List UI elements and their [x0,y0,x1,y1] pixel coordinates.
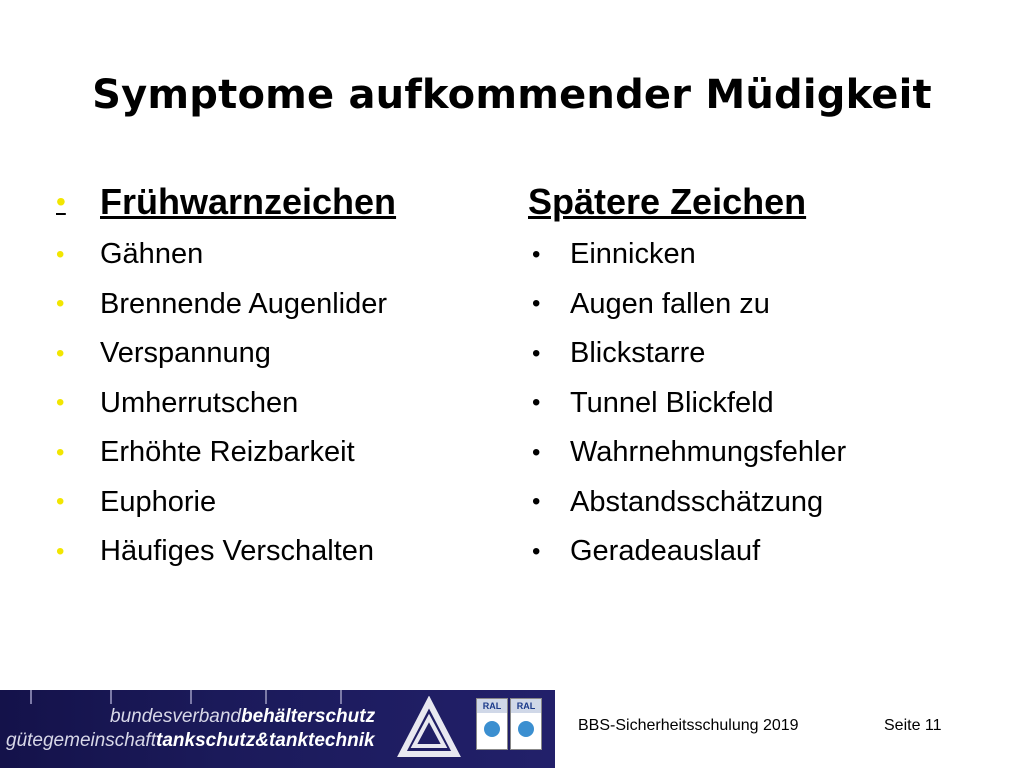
early-signs-list [56,230,396,577]
organization-banner [0,690,555,768]
list-item [528,428,846,478]
bullet-icon: • [532,339,541,367]
bullet-icon: • [532,290,541,318]
list-item [528,230,846,280]
bullet-icon: • [532,389,541,417]
list-item [56,478,396,528]
list-item [56,280,396,330]
bullet-icon: • [56,438,65,466]
list-item [56,329,396,379]
banner-divider [340,690,342,704]
list-item-label: Verspannung [100,337,271,370]
ral-emblem [518,721,534,737]
bullet-icon: • [56,240,65,268]
early-signs-heading [56,178,396,226]
list-item-label: Häufiges Verschalten [100,535,375,568]
bullet-icon: • [532,240,541,268]
page-number: Seite 11 [884,717,942,734]
list-item-label: Geradeauslauf [570,535,761,568]
list-item [528,280,846,330]
banner-line1-bold: behälterschutz [241,706,376,727]
late-signs-column [528,178,846,577]
banner-line2-plain: gütegemeinschaft [6,730,156,751]
bullet-icon: • [56,537,65,565]
bullet-icon: • [56,488,65,516]
bullet-icon: • [56,290,65,318]
ral-label: RAL [477,699,507,713]
banner-line2-bold: tankschutz&tanktechnik [156,730,375,751]
list-item [528,379,846,429]
ral-emblem [484,721,500,737]
list-item [528,329,846,379]
list-item-label: Brennende Augenlider [100,287,388,320]
late-signs-list [528,230,846,577]
list-item [56,230,396,280]
list-item-label: Tunnel Blickfeld [570,386,774,419]
banner-quality-association-name [6,730,375,752]
ral-seal-tanktechnik-icon [510,698,542,750]
slide-footer [0,690,1024,768]
banner-divider [265,690,267,704]
list-item [56,379,396,429]
list-item-label: Erhöhte Reizbarkeit [100,436,355,469]
slide-title: Symptome aufkommender Müdigkeit [92,72,932,118]
list-item [528,478,846,528]
late-signs-heading: Spätere Zeichen [528,181,807,222]
list-item-label: Augen fallen zu [570,287,770,320]
bullet-icon: • [532,438,541,466]
bullet-icon: • [56,186,66,217]
banner-divider [30,690,32,704]
early-signs-heading-label: Frühwarnzeichen [100,181,397,222]
banner-divider [110,690,112,704]
list-item-label: Umherrutschen [100,386,299,419]
event-label: BBS-Sicherheitsschulung 2019 [578,717,799,734]
list-item-label: Wahrnehmungsfehler [570,436,847,469]
bullet-icon: • [532,537,541,565]
list-item-label: Einnicken [570,238,696,271]
banner-line1-plain: bundesverband [110,706,241,727]
ral-label: RAL [511,699,541,713]
banner-association-name [110,706,375,728]
bullet-icon: • [532,488,541,516]
list-item [56,428,396,478]
early-signs-column [56,178,396,577]
list-item [528,527,846,577]
list-item-label: Euphorie [100,485,217,518]
list-item-label: Gähnen [100,238,204,271]
ral-seal-tankschutz-icon [476,698,508,750]
list-item-label: Abstandsschätzung [570,485,824,518]
bullet-icon: • [56,339,65,367]
bullet-icon: • [56,389,65,417]
triangle-logo-icon [396,696,462,762]
list-item-label: Blickstarre [570,337,706,370]
list-item [56,527,396,577]
banner-divider [190,690,192,704]
